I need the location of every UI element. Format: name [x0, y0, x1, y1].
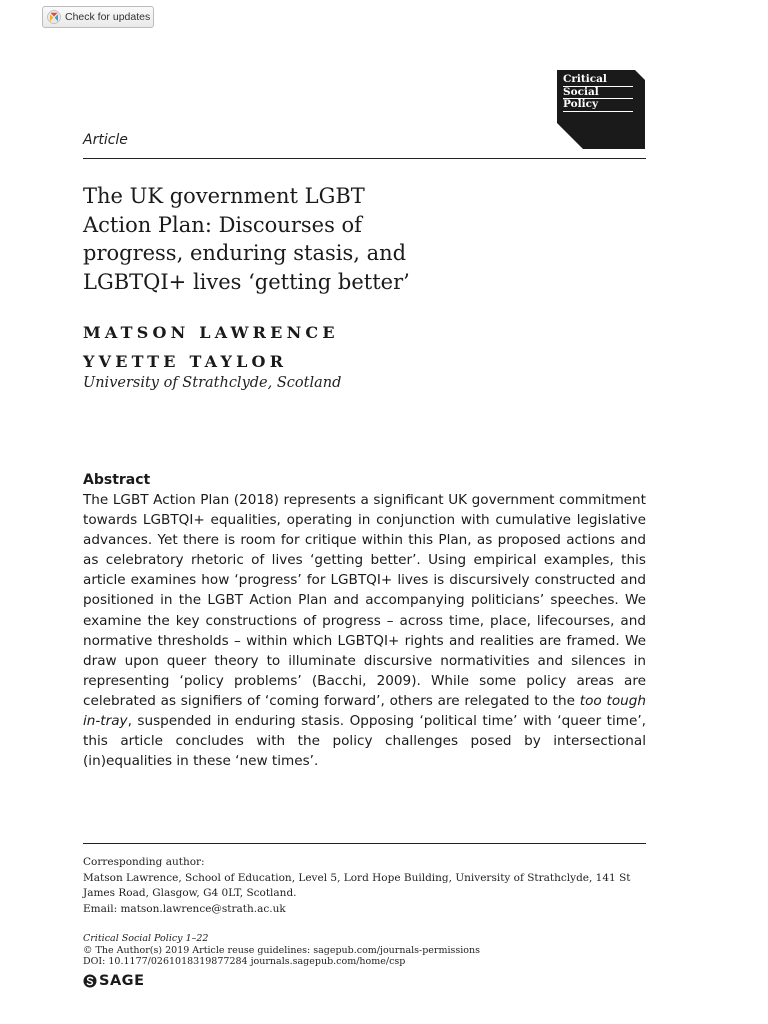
journal-logo-line2: Social [563, 87, 633, 100]
header-rule [83, 158, 646, 159]
abstract-text-emphasis: too tough in-tray [83, 692, 646, 730]
article-type-label: Article [83, 132, 128, 148]
author-name: YVETTE TAYLOR [83, 352, 288, 371]
title-line: Action Plan: Discourses of [83, 212, 362, 237]
journal-logo-line1: Critical [563, 74, 633, 87]
doi-line[interactable]: DOI: 10.1177/0261018319877284 journals.sagepub.com/home/csp [83, 956, 406, 967]
journal-reference: Critical Social Policy 1–22 [83, 933, 209, 944]
corresponding-author-block [83, 855, 646, 917]
author-name: MATSON LAWRENCE [83, 323, 339, 342]
publisher-logo [83, 973, 144, 989]
footnote-rule [83, 843, 646, 844]
copyright-line: © The Author(s) 2019 Article reuse guidelines: sagepub.com/journals-permissions [83, 944, 481, 956]
abstract-text [83, 490, 646, 771]
abstract-heading: Abstract [83, 472, 151, 488]
abstract-text-part: , suspended in enduring stasis. Opposing ‘political time’ with ‘queer time’, this article concludes with the policy challenges posed by intersectional (in)equalities in these ‘new times’. [83, 713, 646, 770]
corresponding-author-address: Matson Lawrence, School of Education, Level 5, Lord Hope Building, University of Strathclyde, 141 St James Road, Glasgow, G4 0LT, Scotland. [83, 871, 631, 899]
corresponding-author-label: Corresponding author: [83, 856, 205, 868]
title-line: progress, enduring stasis, and [83, 241, 407, 265]
journal-logo-line3: Policy [563, 99, 633, 112]
check-for-updates-label: Check for updates [65, 11, 151, 23]
check-for-updates-button[interactable] [42, 6, 154, 28]
title-line: LGBTQI+ lives ‘getting better’ [83, 269, 410, 294]
publisher-name: SAGE [99, 973, 145, 989]
sage-logo-icon [83, 974, 97, 988]
journal-logo-text [563, 74, 633, 112]
journal-footer [83, 933, 646, 968]
article-title [83, 182, 503, 296]
author-affiliation: University of Strathclyde, Scotland [83, 375, 342, 391]
title-line: The UK government LGBT [83, 184, 365, 208]
corresponding-author-email[interactable]: Email: matson.lawrence@strath.ac.uk [83, 902, 286, 915]
crossmark-icon [47, 10, 61, 24]
abstract-text-part: The LGBT Action Plan (2018) represents a significant UK government commitment towards LGBTQI+ equalities, operating in conjunction with cumulative legislative advances. Yet there is room for critique within this Plan, as proposed actions and as celebratory rhetoric of lives ‘getting better’. Using empirical examples, this article examines how ‘progress’ for LGBTQI+ lives is discursively constructed and positioned in the LGBT Action Plan and accompanying politicians’ speeches. We examine the key constructions of progress – across time, place, lifecourses, and normative thresholds – within which LGBTQI+ rights and realities are framed. We draw upon queer theory to illuminate discursive normativities and silences in representing ‘policy problems’ (Bacchi, 2009). While some policy areas are celebrated as signifiers of ‘coming forward’, others are relegated to the [83, 492, 646, 709]
